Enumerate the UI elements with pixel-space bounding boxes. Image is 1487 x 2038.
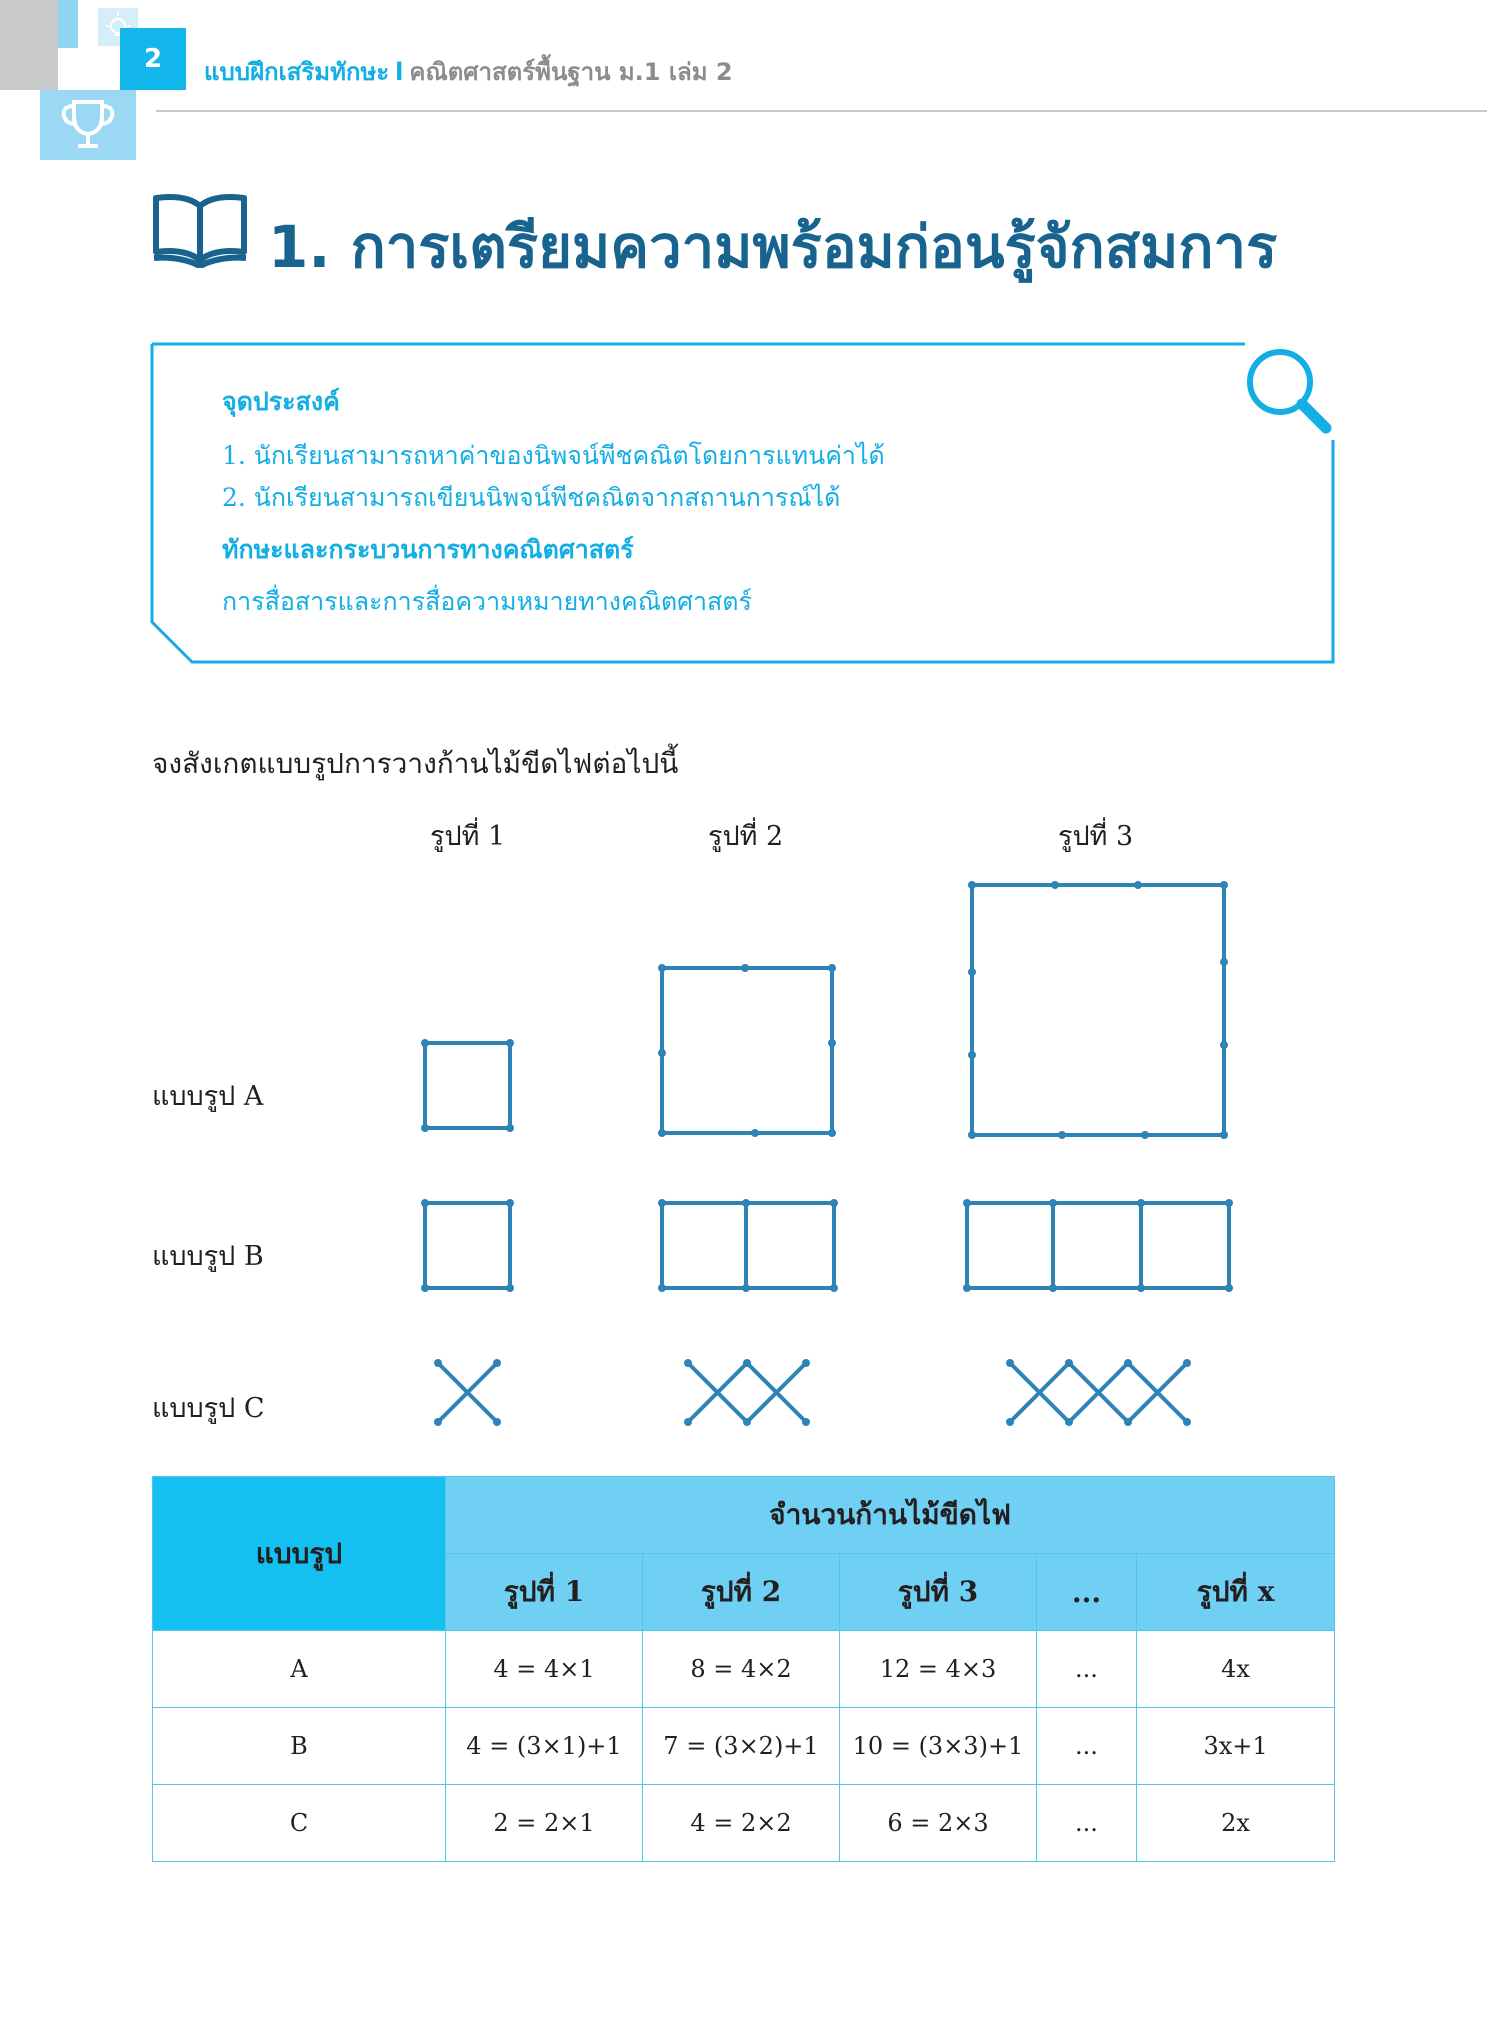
skills-text: การสื่อสารและการสื่อความหมายทางคณิตศาสตร์ bbox=[222, 587, 752, 616]
table-cell: 2x bbox=[1137, 1785, 1335, 1862]
figure-label-1: รูปที่ 1 bbox=[430, 821, 506, 852]
table-cell: 10 = (3×3)+1 bbox=[840, 1708, 1037, 1785]
table-cell: 12 = 4×3 bbox=[840, 1631, 1037, 1708]
table-header-row bbox=[153, 1477, 1335, 1554]
table-cell: 4x bbox=[1137, 1631, 1335, 1708]
table-cell: 4 = 2×2 bbox=[643, 1785, 840, 1862]
table-row bbox=[153, 1708, 1335, 1785]
table-cell: 3x+1 bbox=[1137, 1708, 1335, 1785]
table-row bbox=[153, 1785, 1335, 1862]
pattern-c-figure-2 bbox=[684, 1359, 810, 1426]
page-number: 2 bbox=[143, 44, 163, 74]
column-header: รูปที่ x bbox=[1137, 1554, 1335, 1631]
objective-item: 1. นักเรียนสามารถหาค่าของนิพจน์พีชคณิตโดยการแทนค่าได้ bbox=[222, 441, 885, 470]
table-cell: ... bbox=[1037, 1785, 1137, 1862]
table-cell: ... bbox=[1037, 1631, 1137, 1708]
instruction-text: จงสังเกตแบบรูปการวางก้านไม้ขีดไฟต่อไปนี้ bbox=[152, 747, 679, 780]
table-cell: 4 = (3×1)+1 bbox=[446, 1708, 643, 1785]
chapter-title: 1. การเตรียมความพร้อมก่อนรู้จักสมการ bbox=[268, 213, 1278, 281]
row-pattern-cell: B bbox=[153, 1708, 446, 1785]
figure-label-2: รูปที่ 2 bbox=[708, 821, 784, 852]
matchstick-count-table bbox=[152, 1476, 1335, 1862]
book-title: คณิตศาสตร์พื้นฐาน ม.1 เล่ม 2 bbox=[409, 58, 733, 86]
pattern-b-figure-3 bbox=[963, 1199, 1233, 1292]
pattern-c-figure-3 bbox=[1006, 1359, 1191, 1426]
table-row bbox=[153, 1631, 1335, 1708]
skills-heading: ทักษะและกระบวนการทางคณิตศาสตร์ bbox=[222, 535, 634, 564]
column-header: ... bbox=[1037, 1554, 1137, 1631]
pattern-label-b: แบบรูป B bbox=[152, 1241, 264, 1272]
pattern-label-a: แบบรูป A bbox=[152, 1081, 264, 1112]
figure-label-3: รูปที่ 3 bbox=[1058, 821, 1134, 852]
table-header-pattern: แบบรูป bbox=[153, 1477, 446, 1631]
header-separator: l bbox=[395, 58, 404, 86]
row-pattern-cell: A bbox=[153, 1631, 446, 1708]
objective-item: 2. นักเรียนสามารถเขียนนิพจน์พีชคณิตจากสถานการณ์ได้ bbox=[222, 483, 841, 512]
table-cell: 2 = 2×1 bbox=[446, 1785, 643, 1862]
column-header: รูปที่ 1 bbox=[446, 1554, 643, 1631]
pattern-b-figure-1 bbox=[421, 1199, 514, 1292]
pattern-c-figure-1 bbox=[434, 1359, 501, 1426]
column-header: รูปที่ 2 bbox=[643, 1554, 840, 1631]
table-cell: 4 = 4×1 bbox=[446, 1631, 643, 1708]
row-pattern-cell: C bbox=[153, 1785, 446, 1862]
column-header: รูปที่ 3 bbox=[840, 1554, 1037, 1631]
series-title: แบบฝึกเสริมทักษะ bbox=[204, 58, 390, 86]
table-header-group: จำนวนก้านไม้ขีดไฟ bbox=[446, 1477, 1335, 1554]
table-cell: 6 = 2×3 bbox=[840, 1785, 1037, 1862]
table-cell: 8 = 4×2 bbox=[643, 1631, 840, 1708]
objectives-heading: จุดประสงค์ bbox=[222, 387, 340, 416]
pattern-b-figure-2 bbox=[658, 1199, 838, 1292]
pattern-a-figure-1 bbox=[421, 1039, 514, 1132]
table-cell: ... bbox=[1037, 1708, 1137, 1785]
pattern-label-c: แบบรูป C bbox=[152, 1393, 265, 1424]
pattern-a-figure-2 bbox=[658, 964, 836, 1137]
pattern-a-figure-3 bbox=[968, 881, 1228, 1139]
table-cell: 7 = (3×2)+1 bbox=[643, 1708, 840, 1785]
